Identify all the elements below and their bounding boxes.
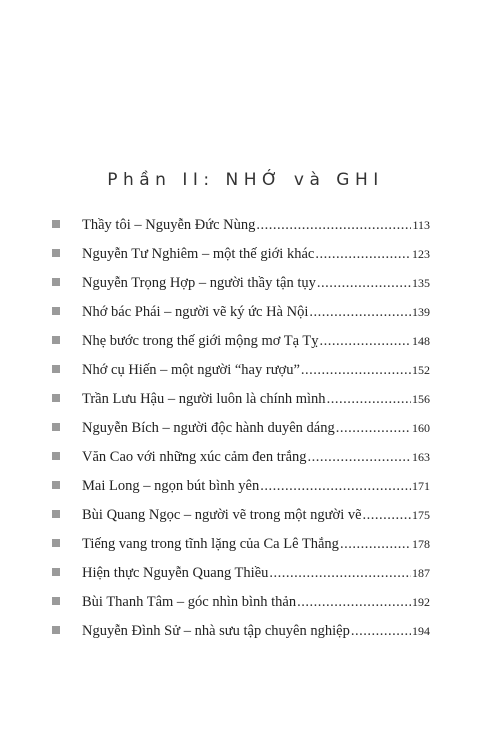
square-bullet-icon: [52, 336, 60, 344]
dot-leader: [309, 304, 411, 321]
toc-entry: [52, 594, 430, 623]
dot-leader: [269, 565, 411, 582]
dot-leader: [320, 333, 411, 350]
toc-entry-title: Tiếng vang trong tĩnh lặng của Ca Lê Thắng: [82, 536, 339, 552]
square-bullet-icon: [52, 365, 60, 373]
toc-entry: [52, 275, 430, 304]
toc-entry-title: Văn Cao với những xúc cảm đen trắng: [82, 449, 307, 465]
toc-entry: [52, 333, 430, 362]
dot-leader: [308, 449, 411, 466]
toc-entry: [52, 391, 430, 420]
toc-entry: [52, 304, 430, 333]
toc-entry: [52, 362, 430, 391]
dot-leader: [327, 391, 411, 408]
dot-leader: [317, 275, 411, 292]
square-bullet-icon: [52, 539, 60, 547]
toc-entry: [52, 217, 430, 246]
toc-entry: [52, 623, 430, 652]
toc-entry-title: Mai Long – ngọn bút bình yên: [82, 478, 260, 494]
toc-entry-title: Nhẹ bước trong thế giới mộng mơ Tạ Tỵ: [82, 333, 319, 349]
toc-entry: [52, 246, 430, 275]
square-bullet-icon: [52, 394, 60, 402]
toc-entry: [52, 449, 430, 478]
toc-entry-page-number: 171: [412, 479, 430, 493]
dot-leader: [363, 507, 411, 524]
dot-leader: [260, 478, 411, 495]
square-bullet-icon: [52, 510, 60, 518]
toc-entry: [52, 420, 430, 449]
toc-entry-title: Nguyễn Bích – người độc hành duyên dáng: [82, 420, 335, 436]
toc-entry-page-number: 178: [412, 537, 430, 551]
toc-entry: [52, 478, 430, 507]
square-bullet-icon: [52, 452, 60, 460]
toc-entry: [52, 565, 430, 594]
toc-entry-title: Bùi Quang Ngọc – người vẽ trong một người vẽ: [82, 507, 362, 523]
toc-entry-page-number: 160: [412, 421, 430, 435]
toc-entry-title: Thầy tôi – Nguyễn Đức Nùng: [82, 217, 256, 233]
toc-entry-title: Trần Lưu Hậu – người luôn là chính mình: [82, 391, 326, 407]
toc-entry-title: Hiện thực Nguyễn Quang Thiều: [82, 565, 269, 581]
section-title: Phần II: NHỚ và GHI: [107, 170, 384, 190]
toc-entry-title: Nhớ cụ Hiến – một người “hay rượu”: [82, 362, 300, 378]
table-of-contents: [52, 217, 430, 652]
square-bullet-icon: [52, 568, 60, 576]
dot-leader: [336, 420, 411, 437]
dot-leader: [297, 594, 411, 611]
square-bullet-icon: [52, 307, 60, 315]
toc-entry: [52, 536, 430, 565]
dot-leader: [351, 623, 411, 640]
toc-entry-page-number: 139: [412, 305, 430, 319]
toc-entry-page-number: 175: [412, 508, 430, 522]
toc-entry-page-number: 123: [412, 247, 430, 261]
toc-entry-title: Nhớ bác Phái – người vẽ ký ức Hà Nội: [82, 304, 309, 320]
square-bullet-icon: [52, 220, 60, 228]
toc-entry-page-number: 192: [412, 595, 430, 609]
toc-entry-title: Nguyễn Đình Sử – nhà sưu tập chuyên nghiệp: [82, 623, 350, 639]
dot-leader: [340, 536, 411, 553]
toc-entry-page-number: 148: [412, 334, 430, 348]
square-bullet-icon: [52, 278, 60, 286]
square-bullet-icon: [52, 423, 60, 431]
toc-entry-title: Nguyễn Tư Nghiêm – một thế giới khác: [82, 246, 315, 262]
dot-leader: [301, 362, 411, 379]
square-bullet-icon: [52, 481, 60, 489]
dot-leader: [256, 217, 411, 234]
toc-entry-title: Bùi Thanh Tâm – góc nhìn bình thản: [82, 594, 297, 610]
dot-leader: [315, 246, 411, 263]
toc-entry-page-number: 156: [412, 392, 430, 406]
toc-entry-title: Nguyễn Trọng Hợp – người thầy tận tụy: [82, 275, 316, 291]
square-bullet-icon: [52, 249, 60, 257]
toc-entry-page-number: 113: [412, 218, 430, 232]
toc-entry-page-number: 152: [412, 363, 430, 377]
square-bullet-icon: [52, 626, 60, 634]
square-bullet-icon: [52, 597, 60, 605]
toc-entry-page-number: 187: [412, 566, 430, 580]
toc-entry-page-number: 163: [412, 450, 430, 464]
toc-entry: [52, 507, 430, 536]
toc-entry-page-number: 135: [412, 276, 430, 290]
toc-entry-page-number: 194: [412, 624, 430, 638]
